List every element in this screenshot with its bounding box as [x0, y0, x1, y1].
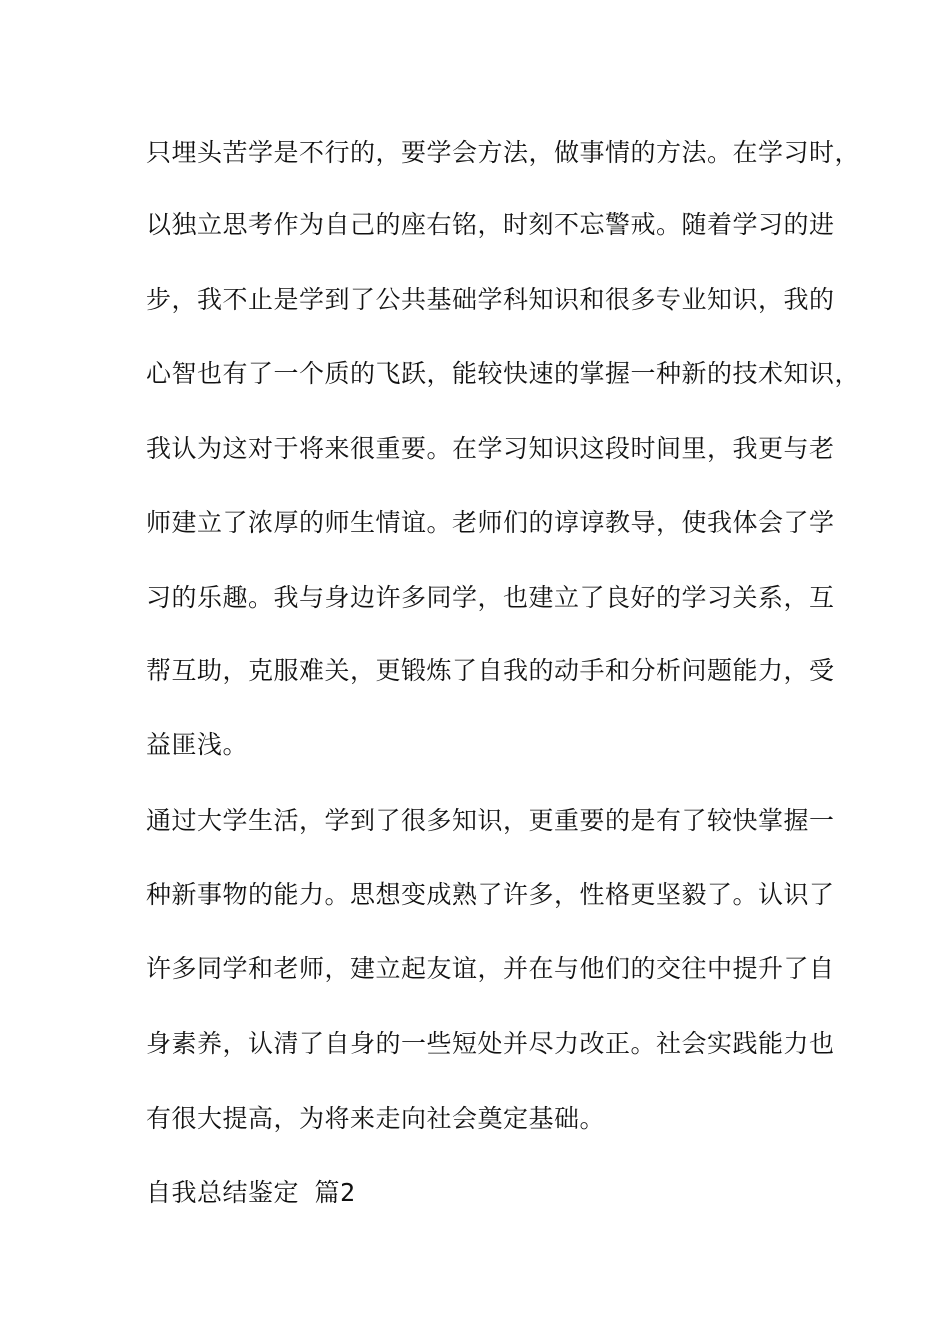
paragraph-2-line-1: 通过大学生活，学到了很多知识，更重要的是有了较快掌握一 [146, 806, 835, 835]
paragraph-1-line-3: 步，我不止是学到了公共基础学科知识和很多专业知识，我的 [146, 285, 835, 314]
paragraph-1-line-5: 我认为这对于将来很重要。在学习知识这段时间里，我更与老 [146, 434, 835, 463]
paragraph-1-line-4: 心智也有了一个质的飞跃，能较快速的掌握一种新的技术知识， [146, 359, 861, 388]
paragraph-2-line-5: 有很大提高，为将来走向社会奠定基础。 [146, 1104, 606, 1133]
paragraph-2-line-2: 种新事物的能力。思想变成熟了许多，性格更坚毅了。认识了 [146, 880, 835, 909]
paragraph-1-line-8: 帮互助，克服难关，更锻炼了自我的动手和分析问题能力，受 [146, 656, 835, 685]
paragraph-2-line-4: 身素养，认清了自身的一些短处并尽力改正。社会实践能力也 [146, 1029, 835, 1058]
paragraph-1-line-1: 只埋头苦学是不行的，要学会方法，做事情的方法。在学习时， [146, 138, 861, 167]
paragraph-1-line-9: 益匪浅。 [146, 730, 249, 759]
section-heading: 自我总结鉴定 篇2 [146, 1178, 356, 1207]
paragraph-1-line-6: 师建立了浓厚的师生情谊。老师们的谆谆教导，使我体会了学 [146, 508, 835, 537]
paragraph-2-line-3: 许多同学和老师，建立起友谊，并在与他们的交往中提升了自 [146, 954, 835, 983]
paragraph-1-line-2: 以独立思考作为自己的座右铭，时刻不忘警戒。随着学习的进 [146, 210, 835, 239]
paragraph-1-line-7: 习的乐趣。我与身边许多同学，也建立了良好的学习关系，互 [146, 583, 835, 612]
